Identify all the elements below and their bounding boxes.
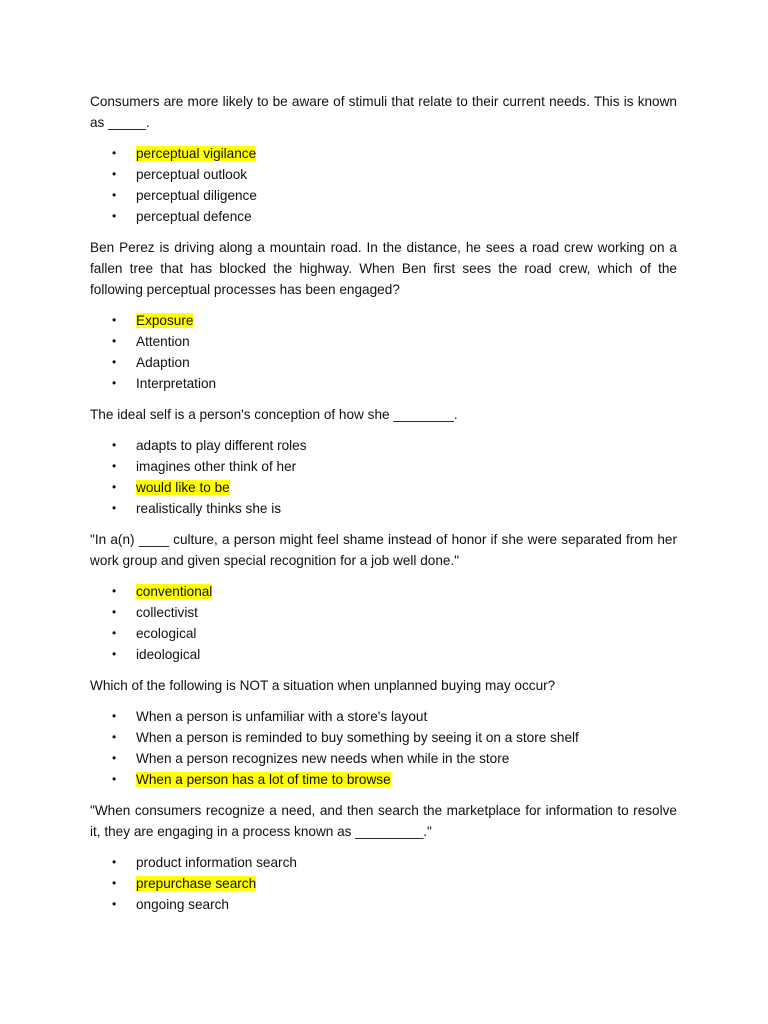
bullet-icon: •	[112, 501, 117, 515]
option-text: Attention	[136, 334, 190, 349]
option-item	[90, 373, 677, 394]
document-page	[90, 91, 677, 925]
bullet-icon: •	[112, 855, 117, 869]
option-text: conventional	[136, 584, 213, 599]
option-text: would like to be	[136, 480, 230, 495]
bullet-icon: •	[112, 584, 117, 598]
option-text: collectivist	[136, 605, 198, 620]
question-1-options	[90, 143, 677, 227]
option-item	[90, 331, 677, 352]
option-text: product information search	[136, 855, 297, 870]
bullet-icon: •	[112, 209, 117, 223]
option-item	[90, 456, 677, 477]
option-text: Exposure	[136, 313, 194, 328]
question-2-options	[90, 310, 677, 394]
option-item	[90, 769, 677, 790]
question-4-text: "In a(n) ____ culture, a person might feel shame instead of honor if she were separated from her work group and given special recognition for a job well done."	[90, 532, 677, 568]
question-5-options	[90, 706, 677, 790]
option-item	[90, 206, 677, 227]
option-text: When a person is reminded to buy something by seeing it on a store shelf	[136, 730, 579, 745]
option-text: Interpretation	[136, 376, 217, 391]
option-item	[90, 581, 677, 602]
option-item	[90, 602, 677, 623]
option-item	[90, 498, 677, 519]
bullet-icon: •	[112, 626, 117, 640]
bullet-icon: •	[112, 313, 117, 327]
option-text: adapts to play different roles	[136, 438, 307, 453]
option-item	[90, 477, 677, 498]
bullet-icon: •	[112, 334, 117, 348]
question-5-text: Which of the following is NOT a situation when unplanned buying may occur?	[90, 678, 556, 693]
option-text: When a person has a lot of time to browse	[136, 772, 391, 787]
question-6-text: "When consumers recognize a need, and then search the marketplace for information to resolve it, they are engaging in a process known as _________."	[90, 803, 677, 839]
option-item	[90, 352, 677, 373]
bullet-icon: •	[112, 459, 117, 473]
option-text: When a person recognizes new needs when while in the store	[136, 751, 510, 766]
option-item	[90, 185, 677, 206]
option-item	[90, 852, 677, 873]
option-item	[90, 143, 677, 164]
bullet-icon: •	[112, 751, 117, 765]
bullet-icon: •	[112, 605, 117, 619]
option-text: prepurchase search	[136, 876, 257, 891]
bullet-icon: •	[112, 355, 117, 369]
bullet-icon: •	[112, 376, 117, 390]
question-4-options	[90, 581, 677, 665]
question-6-options	[90, 852, 677, 915]
bullet-icon: •	[112, 897, 117, 911]
bullet-icon: •	[112, 167, 117, 181]
option-text: Adaption	[136, 355, 190, 370]
bullet-icon: •	[112, 730, 117, 744]
option-item	[90, 623, 677, 644]
option-text: perceptual diligence	[136, 188, 257, 203]
option-text: perceptual outlook	[136, 167, 248, 182]
option-text: perceptual vigilance	[136, 146, 257, 161]
option-item	[90, 894, 677, 915]
question-1-text: Consumers are more likely to be aware of stimuli that relate to their current needs. This is known as _____.	[90, 94, 677, 130]
question-2-text: Ben Perez is driving along a mountain road. In the distance, he sees a road crew working on a fallen tree that has blocked the highway. When Ben first sees the road crew, which of the following perceptual processes has been engaged?	[90, 240, 677, 297]
option-item	[90, 727, 677, 748]
option-text: perceptual defence	[136, 209, 252, 224]
option-text: ecological	[136, 626, 197, 641]
option-text: ongoing search	[136, 897, 229, 912]
option-text: When a person is unfamiliar with a store's layout	[136, 709, 428, 724]
option-text: ideological	[136, 647, 201, 662]
question-3-text: The ideal self is a person's conception of how she ________.	[90, 407, 458, 422]
option-item	[90, 873, 677, 894]
bullet-icon: •	[112, 480, 117, 494]
bullet-icon: •	[112, 438, 117, 452]
option-item	[90, 435, 677, 456]
option-item	[90, 748, 677, 769]
option-item	[90, 164, 677, 185]
bullet-icon: •	[112, 647, 117, 661]
bullet-icon: •	[112, 772, 117, 786]
option-text: realistically thinks she is	[136, 501, 282, 516]
option-item	[90, 644, 677, 665]
option-item	[90, 706, 677, 727]
bullet-icon: •	[112, 188, 117, 202]
option-item	[90, 310, 677, 331]
bullet-icon: •	[112, 876, 117, 890]
question-3-options	[90, 435, 677, 519]
bullet-icon: •	[112, 146, 117, 160]
bullet-icon: •	[112, 709, 117, 723]
option-text: imagines other think of her	[136, 459, 297, 474]
